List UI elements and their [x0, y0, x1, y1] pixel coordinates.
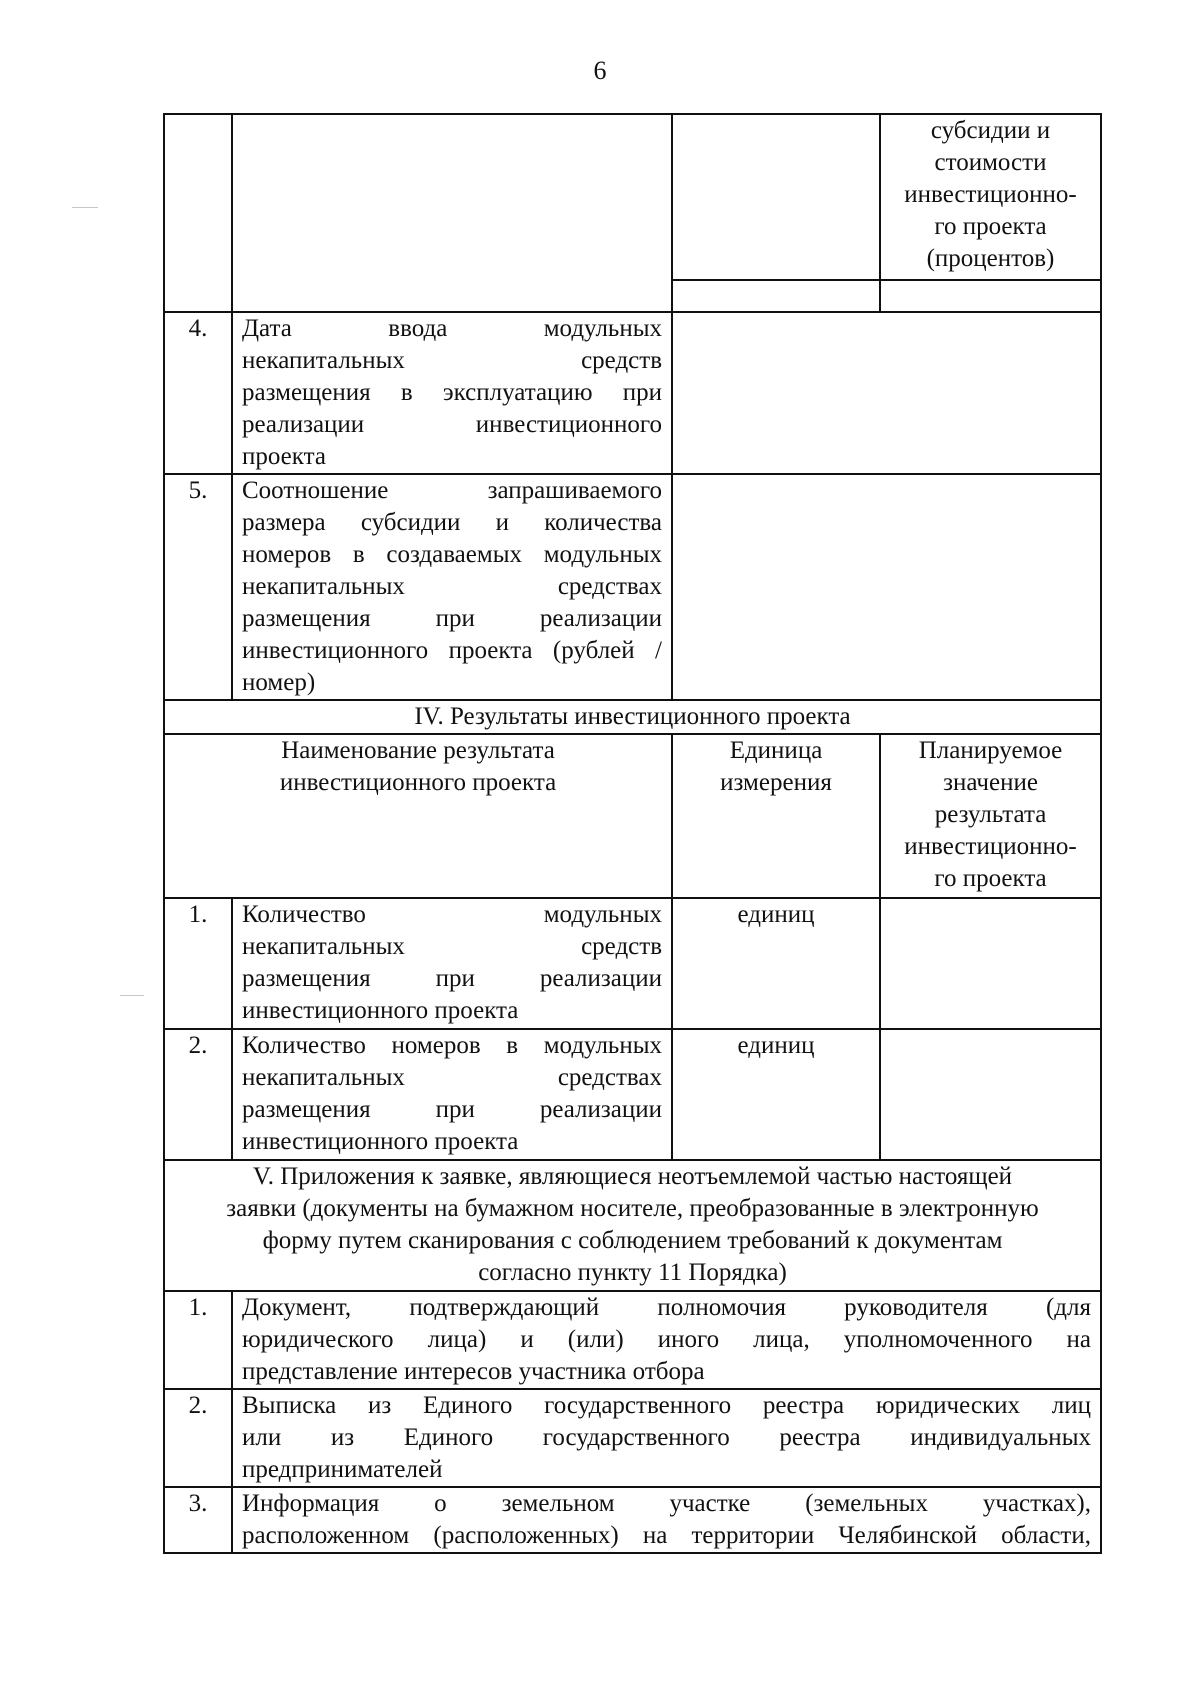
cont-unit-value [672, 280, 880, 312]
header-line: результата [934, 801, 1047, 828]
section-5-title-line: V. Приложения к заявке, являющиеся неотъемлемой частью настоящей [252, 1163, 1013, 1190]
cont-header-cell [880, 114, 1101, 280]
row-label-line: предпринимателей [242, 1456, 443, 1483]
table-row [164, 1291, 1101, 1389]
row-label-line: размещения в эксплуатацию при [242, 379, 662, 406]
section-4-title: IV. Результаты инвестиционного проекта [164, 700, 1101, 734]
scan-mark-top [72, 207, 98, 208]
header-line: значение [943, 769, 1038, 796]
row-label [232, 1029, 672, 1160]
row-label [232, 1291, 1101, 1389]
row-label-line: или из Единого государственного реестра индивидуальных [242, 1424, 1091, 1451]
row-number: 1. [164, 898, 232, 1029]
cont-num-cell [164, 114, 232, 312]
row-number: 4. [164, 312, 232, 474]
section-5-title-line: форму путем сканирования с соблюдением требований к документам [262, 1227, 1003, 1254]
cont-header-line: стоимости [934, 149, 1047, 176]
row-label-line: Выписка из Единого государственного реестра юридических лиц [242, 1392, 1091, 1419]
header-planned-value [880, 734, 1101, 898]
row-value-cell [672, 312, 1101, 474]
row-label-line: номеров в создаваемых модульных [242, 541, 662, 568]
section-5-title-line: заявки (документы на бумажном носителе, преобразованные в электронную [226, 1195, 1039, 1222]
row-label-line: некапитальных средств [242, 347, 662, 374]
cont-unit-cell [672, 114, 880, 280]
header-line: Планируемое [918, 737, 1063, 764]
cont-name-cell [232, 114, 672, 312]
cont-header-line: инвестиционно- [904, 181, 1077, 208]
row-value-cell [672, 474, 1101, 700]
section-5-title [164, 1160, 1101, 1291]
row-label [232, 1389, 1101, 1487]
row-label-line: размещения при реализации [242, 1096, 662, 1123]
row-label-line: Соотношение запрашиваемого [242, 477, 662, 504]
row-label-line: Информация о земельном участке (земельных участках), [242, 1490, 1091, 1517]
table-row [164, 1487, 1101, 1553]
section-5-title-line: согласно пункту 11 Порядка) [478, 1259, 787, 1286]
row-label-line: реализации инвестиционного [242, 411, 662, 438]
table-row [164, 898, 1101, 1029]
row-label-line: Количество номеров в модульных [242, 1032, 662, 1059]
cont-header-line: (процентов) [926, 245, 1055, 272]
cont-plan-value [880, 280, 1101, 312]
row-label [232, 898, 672, 1029]
page-number: 6 [593, 56, 607, 85]
section-title-row [164, 700, 1101, 734]
row-unit: единиц [672, 898, 880, 1029]
row-number: 2. [164, 1029, 232, 1160]
section-4-header-row [164, 734, 1101, 898]
header-line: измерения [720, 769, 832, 796]
table-row [164, 1029, 1101, 1160]
row-planned-value [880, 1029, 1101, 1160]
row-label-line: инвестиционного проекта (рублей / [242, 637, 662, 664]
row-label-line: Документ, подтверждающий полномочия руководителя (для [242, 1294, 1091, 1321]
section-title-row [164, 1160, 1101, 1291]
cont-header-line: субсидии и [930, 117, 1051, 144]
row-label-line: некапитальных средствах [242, 1064, 662, 1091]
row-label-line: инвестиционного проекта [242, 1128, 519, 1155]
header-line: Наименование результата [281, 737, 555, 764]
row-label-line: инвестиционного проекта [242, 997, 519, 1024]
cont-header-line: го проекта [934, 213, 1047, 240]
application-form-table [163, 113, 1102, 1554]
row-number: 2. [164, 1389, 232, 1487]
row-label-line: расположенном (расположенных) на территории Челябинской области, [242, 1522, 1091, 1549]
header-unit [672, 734, 880, 898]
row-label-line: некапитальных средствах [242, 573, 662, 600]
row-label-line: размещения при реализации [242, 605, 662, 632]
row-label-line: Количество модульных [242, 901, 662, 928]
row-label-line: проекта [242, 443, 326, 470]
row-label-line: юридического лица) и (или) иного лица, уполномоченного на [242, 1326, 1091, 1353]
row-label [232, 312, 672, 474]
row-label-line: размещения при реализации [242, 965, 662, 992]
row-label-line: номер) [242, 669, 316, 696]
row-unit: единиц [672, 1029, 880, 1160]
header-line: го проекта [934, 865, 1047, 892]
row-label-line: размера субсидии и количества [242, 509, 662, 536]
header-line: Единица [729, 737, 823, 764]
row-number: 1. [164, 1291, 232, 1389]
row-label-line: представление интересов участника отбора [242, 1358, 705, 1385]
row-label-line: Дата ввода модульных [242, 315, 662, 342]
table-row [164, 474, 1101, 700]
header-result-name [164, 734, 672, 898]
continuation-row [164, 114, 1101, 280]
header-line: инвестиционного проекта [279, 769, 557, 796]
table-row [164, 312, 1101, 474]
row-number: 5. [164, 474, 232, 700]
row-planned-value [880, 898, 1101, 1029]
row-label [232, 474, 672, 700]
scan-mark-bottom [120, 995, 144, 996]
row-label-line: некапитальных средств [242, 933, 662, 960]
header-line: инвестиционно- [904, 833, 1077, 860]
row-label [232, 1487, 1101, 1553]
row-number: 3. [164, 1487, 232, 1553]
table-row [164, 1389, 1101, 1487]
